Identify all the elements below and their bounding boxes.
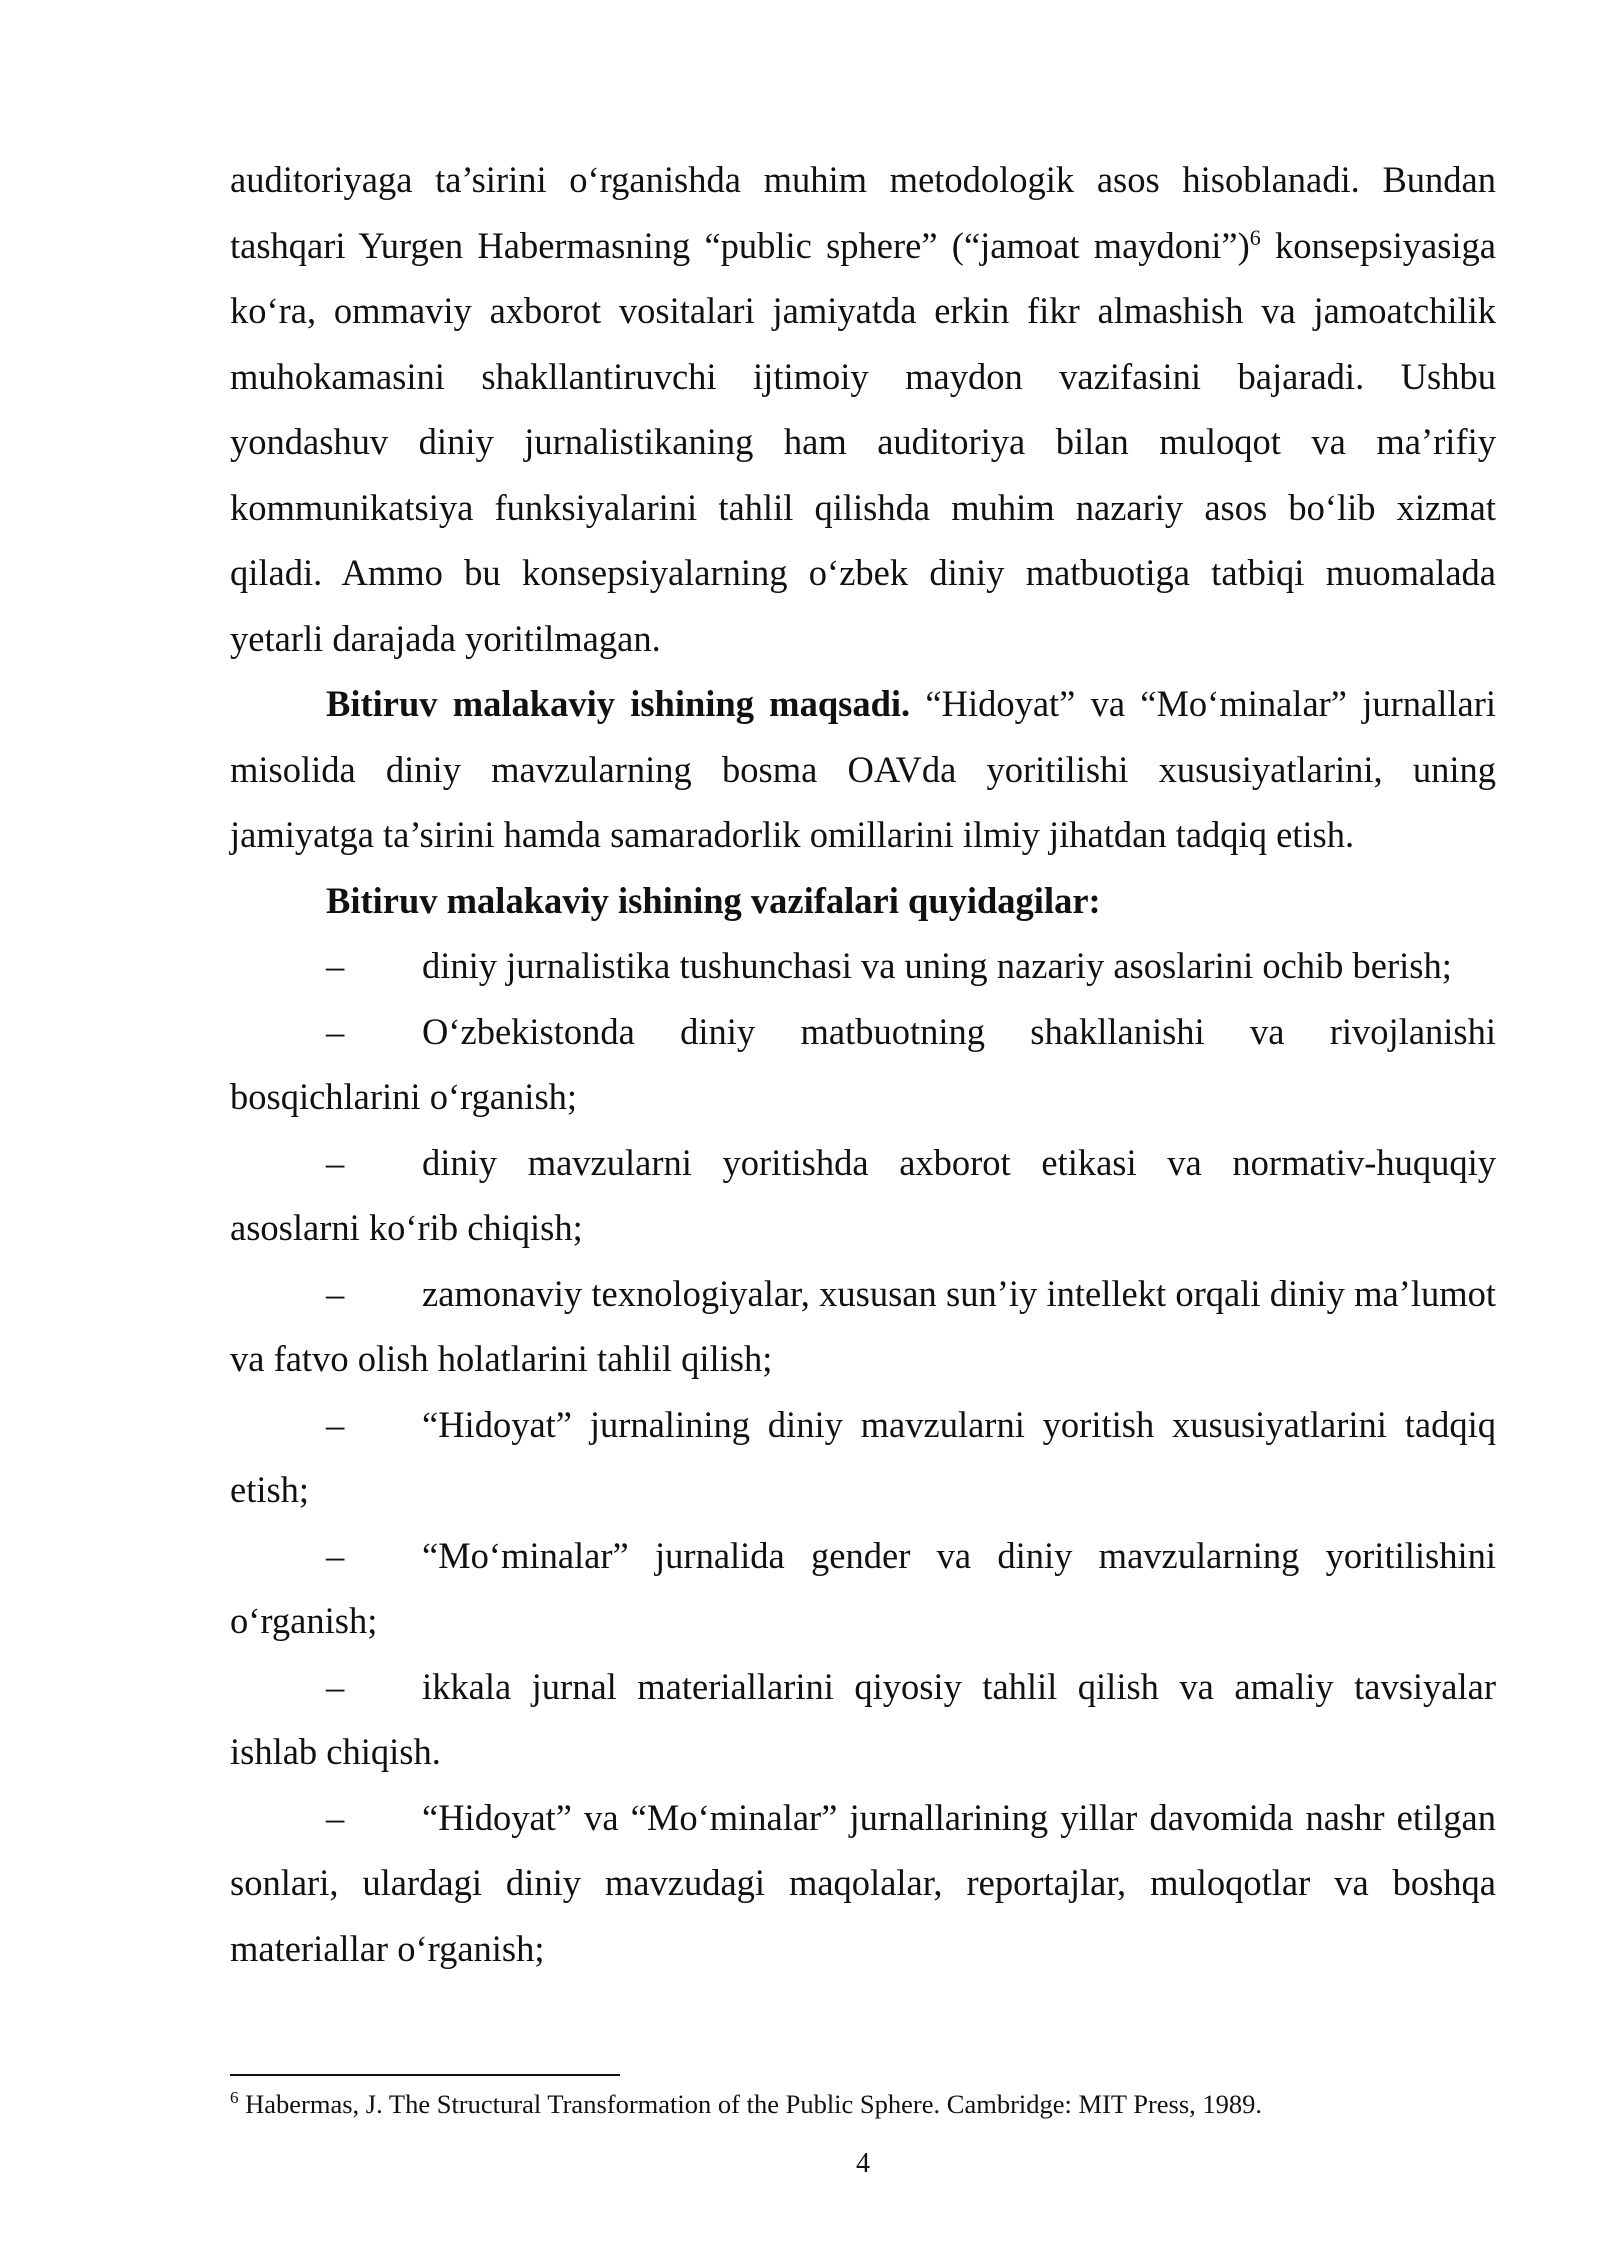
dash-bullet: –	[326, 1141, 345, 1183]
footnote	[230, 2086, 1496, 2122]
list-item-text: zamonaviy texnologiyalar, xususan sun’iy intellekt orqali diniy ma’lumot va fatvo olish holatlarini tahlil qilish;	[230, 1272, 1496, 1379]
list-item	[230, 999, 1496, 1130]
dash-bullet: –	[326, 1534, 345, 1576]
goal-text: “Hidoyat” va “Mo‘minalar” jurnallari misolida diniy mavzularning bosma OAVda yoritilishi xususiyatlarini, uning jamiyatga ta’sirini hamda samaradorlik omillarini ilmiy jihatdan tadqiq etish.	[230, 683, 1496, 855]
dash-bullet: –	[326, 1010, 345, 1052]
tasks-heading: Bitiruv malakaviy ishining vazifalari quyidagilar:	[326, 879, 1101, 921]
list-item-text: O‘zbekistonda diniy matbuotning shakllanishi va rivojlanishi bosqichlarini o‘rganish;	[230, 1010, 1496, 1117]
paragraph-text: auditoriyaga ta’sirini o‘rganishda muhim metodologik asos hisoblanadi. Bundan tashqari Yurgen Habermasning “public sphere” (“jamoat maydoni”)	[230, 159, 1496, 266]
list-item	[230, 1392, 1496, 1523]
dash-bullet: –	[326, 1796, 345, 1838]
list-item	[230, 933, 1496, 999]
list-item-text: diniy mavzularni yoritishda axborot etikasi va normativ-huquqiy asoslarni ko‘rib chiqish;	[230, 1141, 1496, 1248]
paragraph-text-continued: konsepsiyasiga ko‘ra, ommaviy axborot vositalari jamiyatda erkin fikr almashish va jamoatchilik muhokamasini shakllantiruvchi ijtimoiy maydon vazifasini bajaradi. Ushbu yondashuv diniy jurnalistikaning ham auditoriya bilan muloqot va ma’rifiy kommunikatsiya funksiyalarini tahlil qilishda muhim nazariy asos bo‘lib xizmat qiladi. Ammo bu konsepsiyalarning o‘zbek diniy matbuotiga tatbiqi muomalada yetarli darajada yoritilmagan.	[230, 224, 1496, 659]
dash-bullet: –	[326, 1403, 345, 1445]
dash-bullet: –	[326, 1272, 345, 1314]
list-item	[230, 1654, 1496, 1785]
footnote-reference[interactable]: 6	[1249, 224, 1261, 250]
body-paragraph-intro	[230, 147, 1496, 671]
list-item	[230, 1261, 1496, 1392]
list-item	[230, 1785, 1496, 1982]
footnote-separator	[230, 2074, 620, 2076]
task-list	[230, 933, 1496, 1981]
footnote-number: 6	[230, 2088, 239, 2108]
document-body	[230, 147, 1496, 1981]
tasks-heading-paragraph	[230, 868, 1496, 934]
list-item	[230, 1130, 1496, 1261]
goal-paragraph	[230, 671, 1496, 868]
list-item-text: “Mo‘minalar” jurnalida gender va diniy mavzularning yoritilishini o‘rganish;	[230, 1534, 1496, 1641]
list-item-text: “Hidoyat” va “Mo‘minalar” jurnallarining yillar davomida nashr etilgan sonlari, ulardagi diniy mavzudagi maqolalar, reportajlar, muloqotlar va boshqa materiallar o‘rganish;	[230, 1796, 1496, 1969]
footnote-text: Habermas, J. The Structural Transformation of the Public Sphere. Cambridge: MIT Press, 1989.	[238, 2089, 1263, 2119]
page-number: 4	[856, 2148, 870, 2179]
list-item-text: ikkala jurnal materiallarini qiyosiy tahlil qilish va amaliy tavsiyalar ishlab chiqish.	[230, 1665, 1496, 1772]
goal-heading: Bitiruv malakaviy ishining maqsadi.	[326, 683, 911, 724]
dash-bullet: –	[326, 1665, 345, 1707]
dash-bullet: –	[326, 945, 345, 986]
list-item	[230, 1523, 1496, 1654]
list-item-text: diniy jurnalistika tushunchasi va uning nazariy asoslarini ochib berish;	[422, 945, 1452, 986]
list-item-text: “Hidoyat” jurnalining diniy mavzularni yoritish xususiyatlarini tadqiq etish;	[230, 1403, 1496, 1510]
